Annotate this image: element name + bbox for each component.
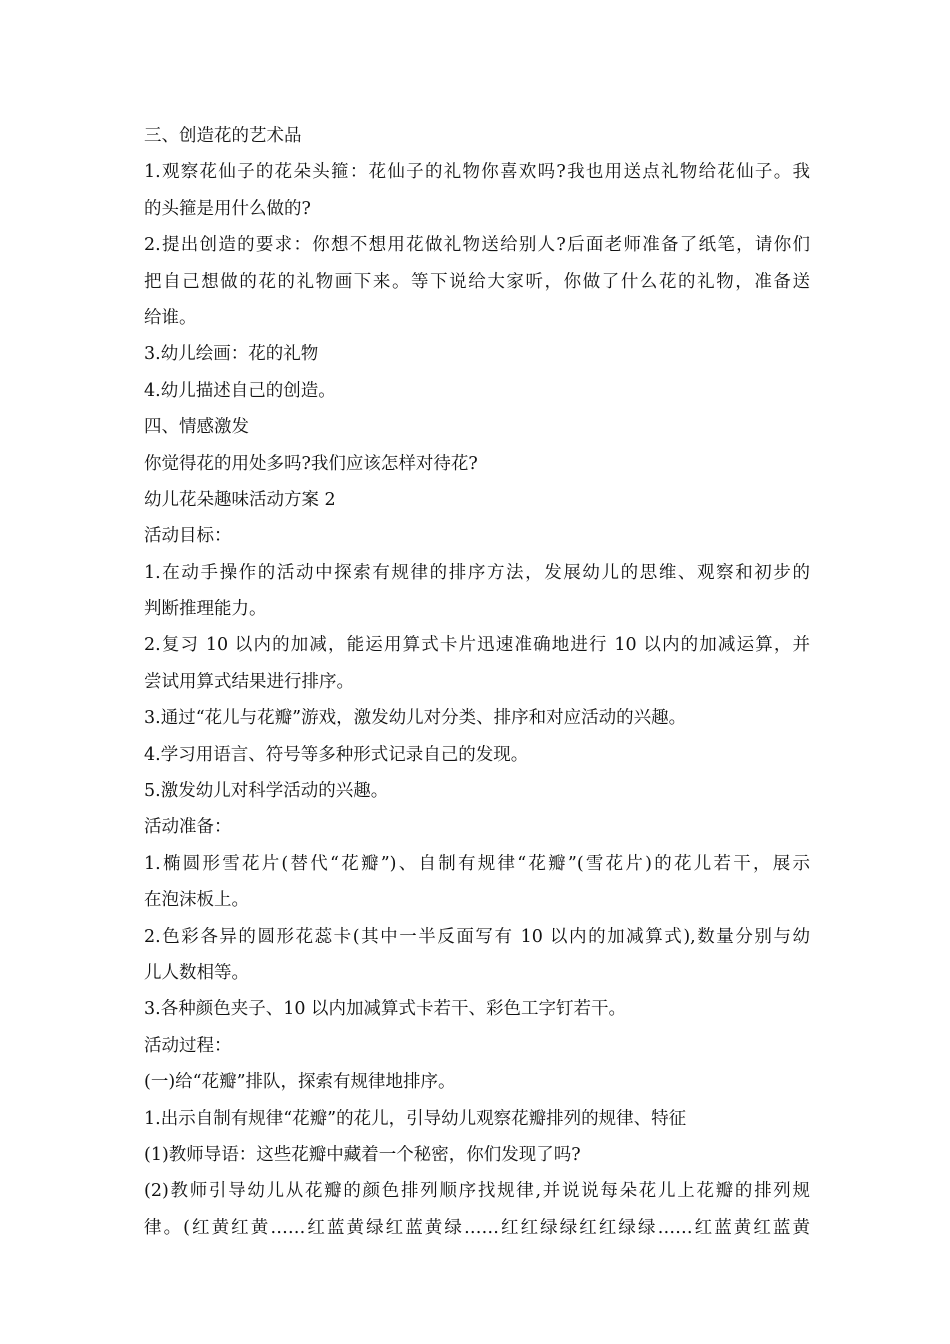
text-line: 5.激发幼儿对科学活动的兴趣。 xyxy=(144,781,389,802)
text-line: 你觉得花的用处多吗?我们应该怎样对待花? xyxy=(144,453,478,474)
text-line: 3.幼儿绘画：花的礼物 xyxy=(144,344,319,365)
text-line: 在泡沫板上。 xyxy=(144,890,249,911)
text-line: 1.在动手操作的活动中探索有规律的排序方法，发展幼儿的思维、观察和初步的 xyxy=(144,562,810,583)
text-line: 2.提出创造的要求：你想不想用花做礼物送给别人?后面老师准备了纸笔，请你们 xyxy=(144,235,810,256)
text-line: (一)给“花瓣”排队，探索有规律地排序。 xyxy=(144,1072,456,1093)
text-line: 3.各种颜色夹子、10 以内加减算式卡若干、彩色工字钉若干。 xyxy=(144,999,627,1020)
text-line: 1.出示自制有规律“花瓣”的花儿，引导幼儿观察花瓣排列的规律、特征 xyxy=(144,1108,687,1129)
text-line: 尝试用算式结果进行排序。 xyxy=(144,671,354,692)
text-line: 活动准备： xyxy=(144,817,232,838)
text-line: 1.椭圆形雪花片(替代“花瓣”)、自制有规律“花瓣”(雪花片)的花儿若干，展示 xyxy=(144,853,810,874)
text-line: 把自己想做的花的礼物画下来。等下说给大家听，你做了什么花的礼物，准备送 xyxy=(144,271,810,292)
text-line: 活动过程： xyxy=(144,1035,232,1056)
text-line: (1)教师导语：这些花瓣中藏着一个秘密，你们发现了吗? xyxy=(144,1144,581,1165)
text-line: 1.观察花仙子的花朵头箍：花仙子的礼物你喜欢吗?我也用送点礼物给花仙子。我 xyxy=(144,162,810,183)
text-line: 3.通过“花儿与花瓣”游戏，激发幼儿对分类、排序和对应活动的兴趣。 xyxy=(144,708,687,729)
text-line: 4.幼儿描述自己的创造。 xyxy=(144,380,336,401)
text-line: 儿人数相等。 xyxy=(144,962,249,983)
text-line: 4.学习用语言、符号等多种形式记录自己的发现。 xyxy=(144,744,529,765)
text-line: 四、情感激发 xyxy=(144,417,249,438)
document-body xyxy=(144,118,810,1246)
text-line: (2)教师引导幼儿从花瓣的颜色排列顺序找规律,并说说每朵花儿上花瓣的排列规 xyxy=(144,1181,810,1202)
text-line: 三、创造花的艺术品 xyxy=(144,126,302,146)
text-line: 2.复习 10 以内的加减，能运用算式卡片迅速准确地进行 10 以内的加减运算，并 xyxy=(144,635,810,656)
text-line: 判断推理能力。 xyxy=(144,599,267,620)
text-line: 活动目标： xyxy=(144,526,232,547)
text-line: 幼儿花朵趣味活动方案 2 xyxy=(144,489,336,510)
text-line: 2.色彩各异的圆形花蕊卡(其中一半反面写有 10 以内的加减算式),数量分别与幼 xyxy=(144,926,810,947)
text-line: 律。(红黄红黄……红蓝黄绿红蓝黄绿……红红绿绿红红绿绿……红蓝黄红蓝黄 xyxy=(144,1217,810,1238)
text-line: 的头箍是用什么做的? xyxy=(144,198,311,219)
text-line: 给谁。 xyxy=(144,307,197,328)
